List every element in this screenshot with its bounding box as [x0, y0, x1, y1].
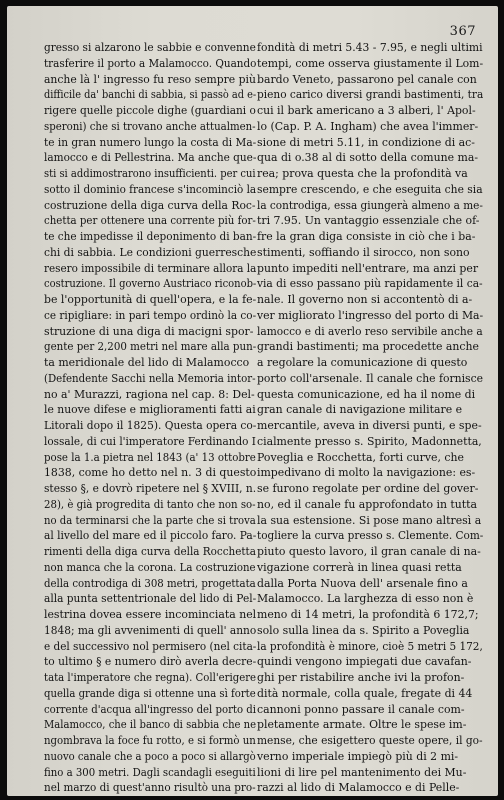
- left-column-line: quella grande diga si ottenne una sì forte: [44, 686, 256, 700]
- left-column-line: tata l'imperatore che regna). Coll'erigere: [44, 671, 257, 684]
- left-column-line: difficile da' banchi di sabbia, si passò ad e-: [44, 88, 257, 102]
- right-column-line: se furono regolate per ordine del gover-: [257, 482, 479, 495]
- page-number: 367: [449, 24, 476, 39]
- left-column-line: e del successivo nol permisero (nel cita-: [44, 639, 257, 653]
- left-column-line: no da terminarsi che la parte che si trova: [44, 513, 256, 527]
- left-column-line: resero impossibile di terminare allora la: [44, 261, 257, 275]
- left-column-line: gresso si alzarono le sabbie e convenne: [44, 41, 256, 54]
- left-column-line: rimenti della diga curva della Rocchetta: [44, 545, 256, 558]
- right-column-line: no, ed il canale fu approfondato in tutta: [257, 497, 478, 511]
- right-column-line: nale. Il governo non si accontentò di a-: [257, 293, 473, 306]
- right-column-line: tri 7.95. Un vantaggio essenziale che of-: [257, 214, 480, 228]
- left-column-line: (Defendente Sacchi nella Memoria intor-: [44, 371, 256, 385]
- right-column-line: ver migliorato l'ingresso del porto di Ma-: [257, 308, 484, 322]
- right-column-line: stimenti, soffiando il sirocco, non sono: [257, 245, 470, 259]
- left-column-line: stesso §, e dovrò ripetere nel § XVIII, n.: [44, 482, 257, 495]
- left-column-line: lestrina dovea essere incominciata nel: [44, 608, 257, 621]
- right-column-line: lioni di lire pel mantenimento dei Mu-: [257, 765, 467, 779]
- right-column-line: gran canale di navigazione militare e: [257, 403, 463, 417]
- right-column-line: mercantile, aveva in diversi punti, e spe-: [257, 419, 482, 432]
- left-column-line: chetta per ottenere una corrente più for-: [44, 214, 256, 228]
- left-column-line: corrente d'acqua all'ingresso del porto di: [44, 702, 257, 716]
- left-column-line: 1848; ma gli avvenimenti di quell' anno: [44, 623, 257, 637]
- left-column-line: speroni) che si trovano anche attualmen-: [44, 119, 256, 133]
- left-column-line: 1838, come ho detto nel n. 3 di questo: [44, 466, 257, 480]
- right-column-line: cialmente presso s. Spirito, Madonnetta,: [257, 434, 482, 448]
- right-column-line: togliere la curva presso s. Clemente. Com-: [257, 529, 484, 543]
- right-column-line: fondità di metri 5.43 - 7.95, e negli ultimi: [257, 41, 483, 54]
- left-column-line: costruzione della diga curva della Roc-: [44, 198, 256, 212]
- left-column-line: lossale, di cui l'imperatore Ferdinando I: [44, 434, 256, 448]
- right-column-line: cui il bark americano a 3 alberi, l' Apol-: [257, 104, 476, 117]
- left-column-line: ta meridionale del lido di Malamocco: [44, 356, 250, 369]
- right-column-line: quindi vengono impiegati due cavafan-: [257, 655, 472, 669]
- right-column-line: la sua estensione. Si pose mano altresì a: [257, 513, 482, 527]
- right-column-line: vigazione correrà in linea quasi retta: [257, 560, 462, 574]
- left-column-line: Malamocco, che il banco di sabbia che ne: [44, 718, 257, 732]
- left-column-line: 28), è già progredita di tanto che non so-: [44, 497, 256, 511]
- left-column-line: rigere quelle piccole dighe (guardiani o: [44, 104, 256, 117]
- right-column-line: dalla Porta Nuova dell' arsenale fino a: [257, 576, 468, 590]
- right-column-line: sione di metri 5.11, in condizione di ac-: [257, 135, 475, 149]
- right-column-line: tempi, come osserva giustamente il Lom-: [257, 56, 484, 70]
- left-column-line: ngombrava la foce fu rotto, e si formò un: [44, 734, 256, 747]
- right-column-line: bardo Veneto, passarono pel canale con: [257, 72, 477, 86]
- right-column-line: porto coll'arsenale. Il canale che fornisce: [257, 371, 484, 385]
- right-column-line: questa comunicazione, ed ha il nome di: [257, 387, 476, 401]
- right-column-line: impedivano di molto la navigazione: es-: [257, 466, 476, 480]
- right-column-line: cannoni ponno passare il canale com-: [257, 702, 465, 716]
- right-column-line: verno imperiale impiegò più di 2 mi-: [257, 749, 459, 763]
- book-page: [7, 6, 498, 796]
- left-column-line: sti si addimostrarono insufficienti. per cui: [44, 167, 256, 180]
- right-column-line: solo sulla linea da s. Spirito a Poveglia: [257, 623, 470, 637]
- right-column-line: razzi al lido di Malamocco e di Pelle-: [257, 781, 460, 795]
- left-column-line: be l'opportunità di quell'opera, e la fe-: [44, 293, 257, 306]
- right-column-line: pieno carico diversi grandi bastimenti, tra: [257, 88, 484, 102]
- left-column-line: non manca che la corona. La costruzione: [44, 560, 256, 574]
- left-column-line: anche là l' ingresso fu reso sempre più: [44, 72, 256, 86]
- left-column-line: no a' Murazzi, ragiona nel cap. 8: Del-: [44, 387, 255, 401]
- left-column-line: lamocco e di Pellestrina. Ma anche que-: [44, 151, 257, 165]
- right-column-line: mense, che esigettero queste opere, il go-: [257, 734, 483, 747]
- left-column-line: al livello del mare ed il piccolo faro. Pa-: [44, 529, 257, 543]
- right-column-line: la profondità è minore, cioè 5 metri 5 172,: [257, 639, 483, 653]
- right-column-line: meno di 14 metri, la profondità 6 172,7;: [257, 608, 479, 621]
- left-column-line: trasferire il porto a Malamocco. Quando: [44, 56, 257, 70]
- right-column-line: Poveglia e Rocchetta, forti curve, che: [257, 450, 464, 464]
- left-column-line: nel marzo di quest'anno risultò una pro-: [44, 781, 256, 795]
- left-column-line: della controdiga di 308 metri, progettata: [44, 576, 256, 590]
- left-column-line: nuovo canale che a poco a poco si allargò: [44, 749, 256, 763]
- left-column-line: fino a 300 metri. Dagli scandagli eseguiti: [44, 765, 256, 779]
- left-column-line: ce ripigliare: in pari tempo ordinò la co-: [44, 308, 257, 322]
- right-column-line: Malamocco. La larghezza di esso non è: [257, 592, 474, 606]
- right-column-line: via di esso passano più rapidamente il ca-: [257, 277, 483, 291]
- right-column-line: rea; prova questa che la profondità va: [257, 167, 468, 180]
- left-column-line: chi di sabbia. Le condizioni guerresche: [44, 245, 257, 259]
- left-text-column: [44, 40, 256, 796]
- right-column-line: lamocco e di averlo reso servibile anche a: [257, 324, 483, 338]
- right-column-line: lo (Cap. P. A. Ingham) che avea l'immer-: [257, 119, 479, 133]
- left-column-line: struzione di una diga di macigni spor-: [44, 324, 254, 338]
- right-column-line: punto impediti nell'entrare, ma anzi per: [257, 261, 479, 275]
- left-column-line: Litorali dopo il 1825). Questa opera co-: [44, 419, 257, 432]
- right-column-line: pletamente armate. Oltre le spese im-: [257, 718, 467, 732]
- right-column-line: fre la gran diga consiste in ciò che i ba-: [257, 230, 476, 243]
- left-column-line: gente per 2,200 metri nel mare alla pun-: [44, 340, 257, 354]
- right-column-line: ghi per ristabilire anche ivi la profon-: [257, 671, 465, 684]
- left-column-line: sotto il dominio francese s'incominciò la: [44, 182, 257, 196]
- left-column-line: pose la 1.a pietra nel 1843 (a' 13 ottobre: [44, 450, 256, 464]
- left-column-line: le nuove difese e miglioramenti fatti ai: [44, 403, 256, 417]
- right-column-line: la controdiga, essa giungerà almeno a me-: [257, 198, 483, 212]
- left-column-line: costruzione. Il governo Austriaco riconob-: [44, 277, 257, 291]
- left-column-line: te in gran numero lungo la costa di Ma-: [44, 135, 257, 149]
- right-column-line: a regolare la comunicazione di questo: [257, 356, 468, 369]
- left-column-line: alla punta settentrionale del lido di Pel-: [44, 592, 257, 606]
- left-column-line: te che impedisse il deponimento di ban-: [44, 230, 257, 243]
- right-column-line: qua di o.38 al di sotto della comune ma-: [257, 151, 479, 165]
- right-column-line: piuto questo lavoro, il gran canale di na-: [257, 545, 481, 558]
- left-column-line: to ultimo § e numero dirò averla decre-: [44, 655, 257, 669]
- right-text-column: [257, 40, 483, 796]
- right-column-line: grandi bastimenti; ma procedette anche: [257, 340, 479, 354]
- right-column-line: dità normale, colla quale, fregate di 44: [257, 686, 473, 700]
- right-column-line: sempre crescendo, e che eseguita che sia: [257, 182, 483, 196]
